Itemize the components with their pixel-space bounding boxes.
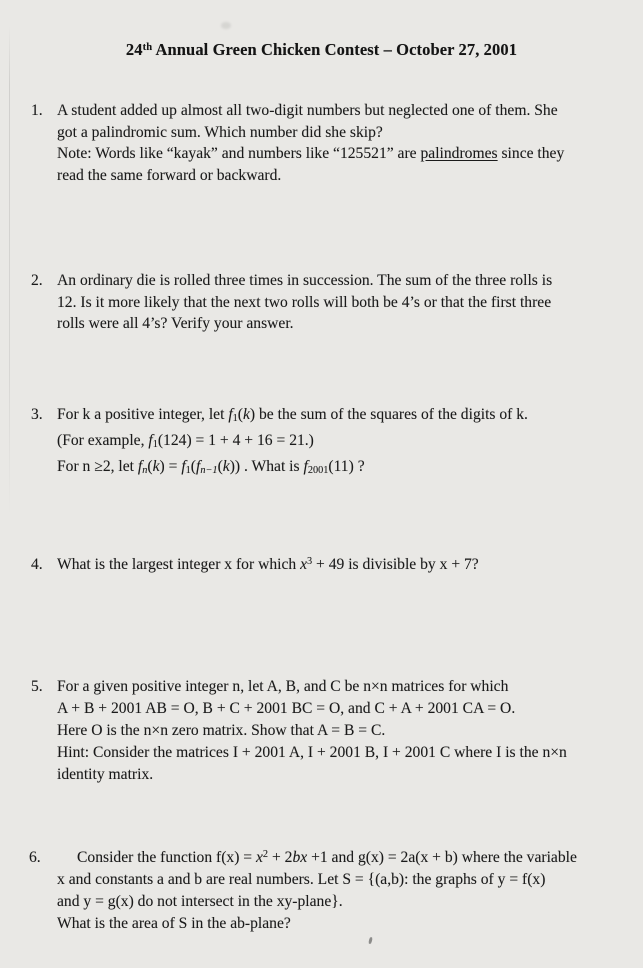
text-segment: f bbox=[137, 458, 143, 475]
text-segment: got a palindromic sum. Which number did she skip? bbox=[57, 123, 383, 141]
text-segment: k bbox=[222, 458, 230, 475]
question-line bbox=[57, 742, 625, 764]
question-line bbox=[57, 100, 625, 122]
text-segment: + 2 bbox=[268, 849, 293, 866]
text-segment: x bbox=[300, 556, 307, 573]
text-segment: ( bbox=[190, 458, 196, 475]
question-3 bbox=[31, 402, 625, 480]
text-segment: + 49 is divisible by x + 7? bbox=[312, 556, 479, 573]
text-segment: identity matrix. bbox=[57, 766, 154, 783]
text-segment: x and constants a and b are real numbers. Let S = {(a,b): the graphs of y = f(x) bbox=[57, 871, 546, 888]
text-segment: k bbox=[152, 458, 160, 475]
text-segment: read the same forward or backward. bbox=[57, 166, 282, 184]
question-4 bbox=[31, 554, 625, 576]
question-6 bbox=[29, 847, 625, 935]
question-body bbox=[57, 270, 625, 335]
text-segment: f bbox=[181, 458, 186, 475]
question-line bbox=[57, 764, 625, 786]
question-2 bbox=[31, 270, 625, 335]
text-segment: 2 bbox=[262, 849, 269, 861]
text-segment: ( bbox=[237, 406, 243, 423]
question-body bbox=[57, 847, 625, 935]
text-segment: For k a positive integer, let bbox=[57, 406, 229, 423]
text-segment: What is the largest integer x for which bbox=[57, 556, 301, 573]
text-segment: n−1 bbox=[200, 465, 218, 477]
text-segment: )) . What is bbox=[229, 458, 304, 475]
text-segment: 12. Is it more likely that the next two rolls will both be 4’s or that the first three bbox=[57, 293, 552, 311]
text-segment: n bbox=[142, 465, 148, 477]
question-line bbox=[57, 913, 625, 935]
question-line bbox=[57, 454, 625, 480]
question-line bbox=[57, 122, 625, 144]
title-prefix: 24 bbox=[125, 40, 143, 59]
text-segment: ( bbox=[147, 458, 153, 475]
text-segment: f bbox=[196, 458, 201, 475]
text-segment: For n ≥2, let bbox=[57, 458, 138, 475]
question-body bbox=[57, 554, 625, 576]
question-line bbox=[57, 676, 625, 698]
text-segment: (For example, bbox=[57, 432, 149, 449]
question-line bbox=[57, 270, 625, 292]
text-segment: For a given positive integer n, let A, B, and C be n×n matrices for which bbox=[57, 678, 509, 695]
question-line bbox=[57, 292, 625, 314]
scan-speck bbox=[368, 937, 373, 945]
question-number: 3. bbox=[31, 406, 43, 423]
text-segment: 2001 bbox=[307, 465, 329, 477]
question-line bbox=[57, 165, 625, 187]
text-segment: (124) = 1 + 4 + 16 = 21.) bbox=[157, 432, 314, 449]
page-title bbox=[0, 40, 643, 60]
title-ordinal-superscript: th bbox=[142, 42, 153, 54]
question-number: 6. bbox=[29, 849, 41, 866]
question-body bbox=[57, 100, 625, 186]
text-segment: bx bbox=[292, 849, 308, 866]
text-segment: since they bbox=[497, 145, 565, 162]
question-line bbox=[57, 891, 625, 913]
question-number: 5. bbox=[31, 678, 43, 695]
question-number: 4. bbox=[31, 556, 43, 573]
text-segment: +1 and g(x) = 2a(x + b) where the variable bbox=[307, 849, 577, 866]
text-segment: Hint: Consider the matrices I + 2001 A, I + 2001 B, I + 2001 C where I is the n×n bbox=[57, 744, 567, 761]
text-segment: f bbox=[148, 432, 153, 449]
text-segment: Here O is the n×n zero matrix. Show that A = B = C. bbox=[57, 722, 386, 739]
question-5 bbox=[31, 676, 625, 786]
text-segment: ) = bbox=[159, 458, 182, 475]
question-line bbox=[57, 554, 625, 576]
question-line bbox=[57, 313, 625, 335]
text-segment: What is the area of S in the ab-plane? bbox=[57, 915, 291, 932]
text-segment: 3 bbox=[307, 556, 313, 568]
text-segment: 1 bbox=[232, 413, 238, 425]
text-segment: A student added up almost all two-digit numbers but neglected one of them. She bbox=[57, 102, 558, 119]
question-1 bbox=[31, 100, 625, 186]
question-line bbox=[57, 698, 625, 720]
question-line bbox=[57, 847, 625, 869]
question-line bbox=[57, 428, 625, 454]
text-segment: A + B + 2001 AB = O, B + C + 2001 BC = O, and C + A + 2001 CA = O. bbox=[57, 700, 516, 717]
title-rest: Annual Green Chicken Contest – October 27, 2001 bbox=[152, 40, 518, 59]
text-segment: An ordinary die is rolled three times in succession. The sum of the three rolls is bbox=[57, 272, 553, 289]
underlined-term: palindromes bbox=[420, 145, 498, 162]
text-segment: Note: Words like “kayak” and numbers like “125521” are bbox=[57, 145, 421, 162]
question-line bbox=[57, 402, 625, 428]
question-body bbox=[57, 676, 625, 786]
scan-speck bbox=[221, 22, 231, 29]
text-segment: f bbox=[228, 406, 233, 423]
question-line bbox=[57, 720, 625, 742]
text-segment: Consider the function f(x) = bbox=[77, 849, 256, 866]
text-segment: and y = g(x) do not intersect in the xy-plane}. bbox=[57, 893, 343, 910]
text-segment: 1 bbox=[185, 465, 191, 477]
text-segment: 1 bbox=[152, 439, 158, 451]
text-segment: x bbox=[256, 849, 263, 866]
question-number: 1. bbox=[31, 102, 43, 119]
text-segment: ) be the sum of the squares of the digits of k. bbox=[249, 406, 528, 423]
question-number: 2. bbox=[31, 272, 43, 289]
question-body bbox=[57, 402, 625, 480]
question-line bbox=[57, 143, 625, 165]
text-segment: (11) ? bbox=[328, 458, 365, 475]
text-segment: f bbox=[303, 458, 308, 475]
scan-crease-line bbox=[9, 26, 10, 516]
question-line bbox=[57, 869, 625, 891]
text-segment: k bbox=[243, 406, 250, 423]
text-segment: ( bbox=[217, 458, 223, 475]
text-segment: rolls were all 4’s? Verify your answer. bbox=[57, 315, 294, 332]
